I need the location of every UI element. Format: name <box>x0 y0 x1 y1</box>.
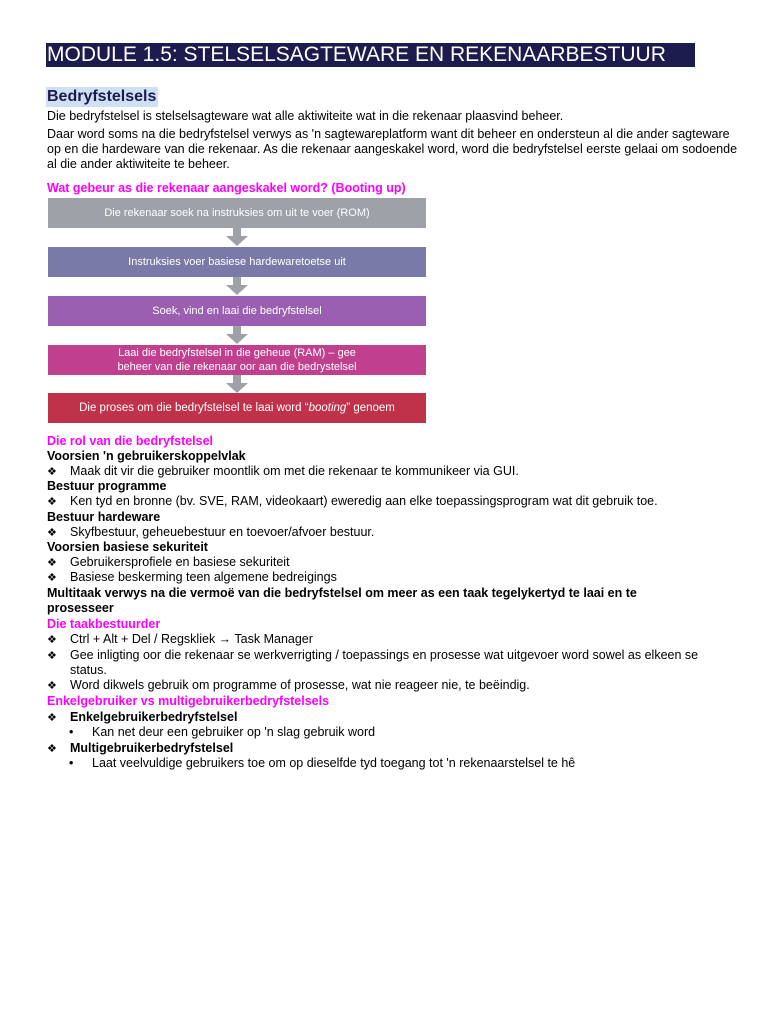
flow-step-3-label: Soek, vind en laai die bedryfstelsel <box>152 305 322 317</box>
role-group-title: Bestuur hardeware <box>47 510 161 524</box>
diamond-bullet-icon: ❖ <box>47 496 57 508</box>
intro-paragraph-1: Die bedryfstelsel is stelselsagteware wat alle aktiwiteite wat in die rekenaar plaasvind beheer. <box>47 109 564 123</box>
multi-user-title: Multigebruikerbedryfstelsel <box>70 741 234 755</box>
list-item-text: Ken tyd en bronne (bv. SVE, RAM, videokaart) eweredig aan elke toepassingsprogram wat dit gebruik toe. <box>70 494 658 508</box>
dot-bullet-icon: • <box>69 756 74 770</box>
dot-bullet-icon: • <box>69 725 74 739</box>
list-item <box>47 525 375 541</box>
diamond-bullet-icon: ❖ <box>47 527 57 539</box>
diamond-bullet-icon: ❖ <box>47 557 57 569</box>
list-item <box>47 570 337 586</box>
flow-step-5-emphasis: booting <box>308 402 347 414</box>
list-item <box>47 464 519 480</box>
diamond-bullet-icon: ❖ <box>47 650 57 662</box>
role-heading: Die rol van die bedryfstelsel <box>47 434 214 448</box>
diamond-bullet-icon: ❖ <box>47 743 57 755</box>
section-heading-bedryfstelsels: Bedryfstelsels <box>47 88 157 105</box>
intro-paragraph-2: Daar word soms na die bedryfstelsel verwys as 'n sagtewareplatform want dit beheer en ondersteun al die ander sagteware op en die hardeware van die rekenaar. As die rekenaar aangeskakel word, word die bedryfstelsel eerste gelaai om sodoende al die ander aktiwiteite te beheer. <box>47 127 738 171</box>
down-arrow-shape <box>226 326 248 344</box>
flow-step-4 <box>48 345 426 375</box>
booting-heading: Wat gebeur as die rekenaar aangeskakel word? (Booting up) <box>47 181 406 195</box>
list-item <box>47 555 290 571</box>
list-item <box>69 756 576 771</box>
flow-step-5-text-after: ” genoem <box>346 402 395 414</box>
list-item-text: Gebruikersprofiele en basiese sekuriteit <box>70 555 290 569</box>
flow-step-5-label <box>79 401 395 415</box>
down-arrow-icon <box>226 277 248 295</box>
list-item-text: Ctrl + Alt + Del / Regskliek → Task Manager <box>70 632 313 646</box>
list-item-text: Laat veelvuldige gebruikers toe om op dieselfde tyd toegang tot 'n rekenaarstelsel te hê <box>92 756 576 770</box>
list-item <box>47 494 658 510</box>
flow-step-5 <box>48 393 426 423</box>
diamond-bullet-icon: ❖ <box>47 634 57 646</box>
diamond-bullet-icon: ❖ <box>47 466 57 478</box>
flow-step-1 <box>48 198 426 228</box>
list-item <box>47 678 530 694</box>
list-item-text: Kan net deur een gebruiker op 'n slag gebruik word <box>92 725 376 739</box>
down-arrow-shape <box>226 375 248 393</box>
down-arrow-icon <box>226 326 248 344</box>
flow-step-1-label: Die rekenaar soek na instruksies om uit te voer (ROM) <box>104 207 370 219</box>
diamond-bullet-icon: ❖ <box>47 680 57 692</box>
diamond-bullet-icon: ❖ <box>47 572 57 584</box>
single-user-title: Enkelgebruikerbedryfstelsel <box>70 710 238 724</box>
flow-step-3 <box>48 296 426 326</box>
flow-step-2 <box>48 247 426 277</box>
list-item-text: Gee inligting oor die rekenaar se werkverrigting / toepassings en prosesse wat uitgevoer word sowel as elkeen se status. <box>70 648 699 677</box>
list-item <box>47 632 313 648</box>
role-group-title: Voorsien basiese sekuriteit <box>47 540 208 554</box>
role-group-title: Voorsien 'n gebruikerskoppelvlak <box>47 449 246 463</box>
list-item <box>47 710 238 726</box>
page-title: MODULE 1.5: STELSELSAGTEWARE EN REKENAARBESTUUR <box>46 43 695 67</box>
down-arrow-shape <box>226 277 248 295</box>
down-arrow-shape <box>226 228 248 246</box>
flow-step-2-label: Instruksies voer basiese hardewaretoetse uit <box>128 256 346 268</box>
role-group-title: Bestuur programme <box>47 479 167 493</box>
diamond-bullet-icon: ❖ <box>47 712 57 724</box>
users-heading: Enkelgebruiker vs multigebruikerbedryfstelsels <box>47 694 330 708</box>
list-item <box>47 648 737 677</box>
list-item-text: Word dikwels gebruik om programme of prosesse, wat nie reageer nie, te beëindig. <box>70 678 530 692</box>
taskmgr-heading: Die taakbestuurder <box>47 617 161 631</box>
multitask-definition: Multitaak verwys na die vermoë van die bedryfstelsel om meer as een taak tegelykertyd te laai en te prosesseer <box>47 586 637 615</box>
list-item-text: Maak dit vir die gebruiker moontlik om met die rekenaar te kommunikeer via GUI. <box>70 464 519 478</box>
list-item <box>47 741 234 757</box>
down-arrow-icon <box>226 375 248 393</box>
flow-step-5-text-before: Die proses om die bedryfstelsel te laai word “ <box>79 402 309 414</box>
down-arrow-icon <box>226 228 248 246</box>
flow-step-4-label: Laai die bedryfstelsel in die geheue (RAM) – gee beheer van die rekenaar oor aan die bedrystelsel <box>117 347 357 373</box>
list-item <box>69 725 376 740</box>
list-item-text: Basiese beskerming teen algemene bedreigings <box>70 570 337 584</box>
list-item-text: Skyfbestuur, geheuebestuur en toevoer/afvoer bestuur. <box>70 525 375 539</box>
